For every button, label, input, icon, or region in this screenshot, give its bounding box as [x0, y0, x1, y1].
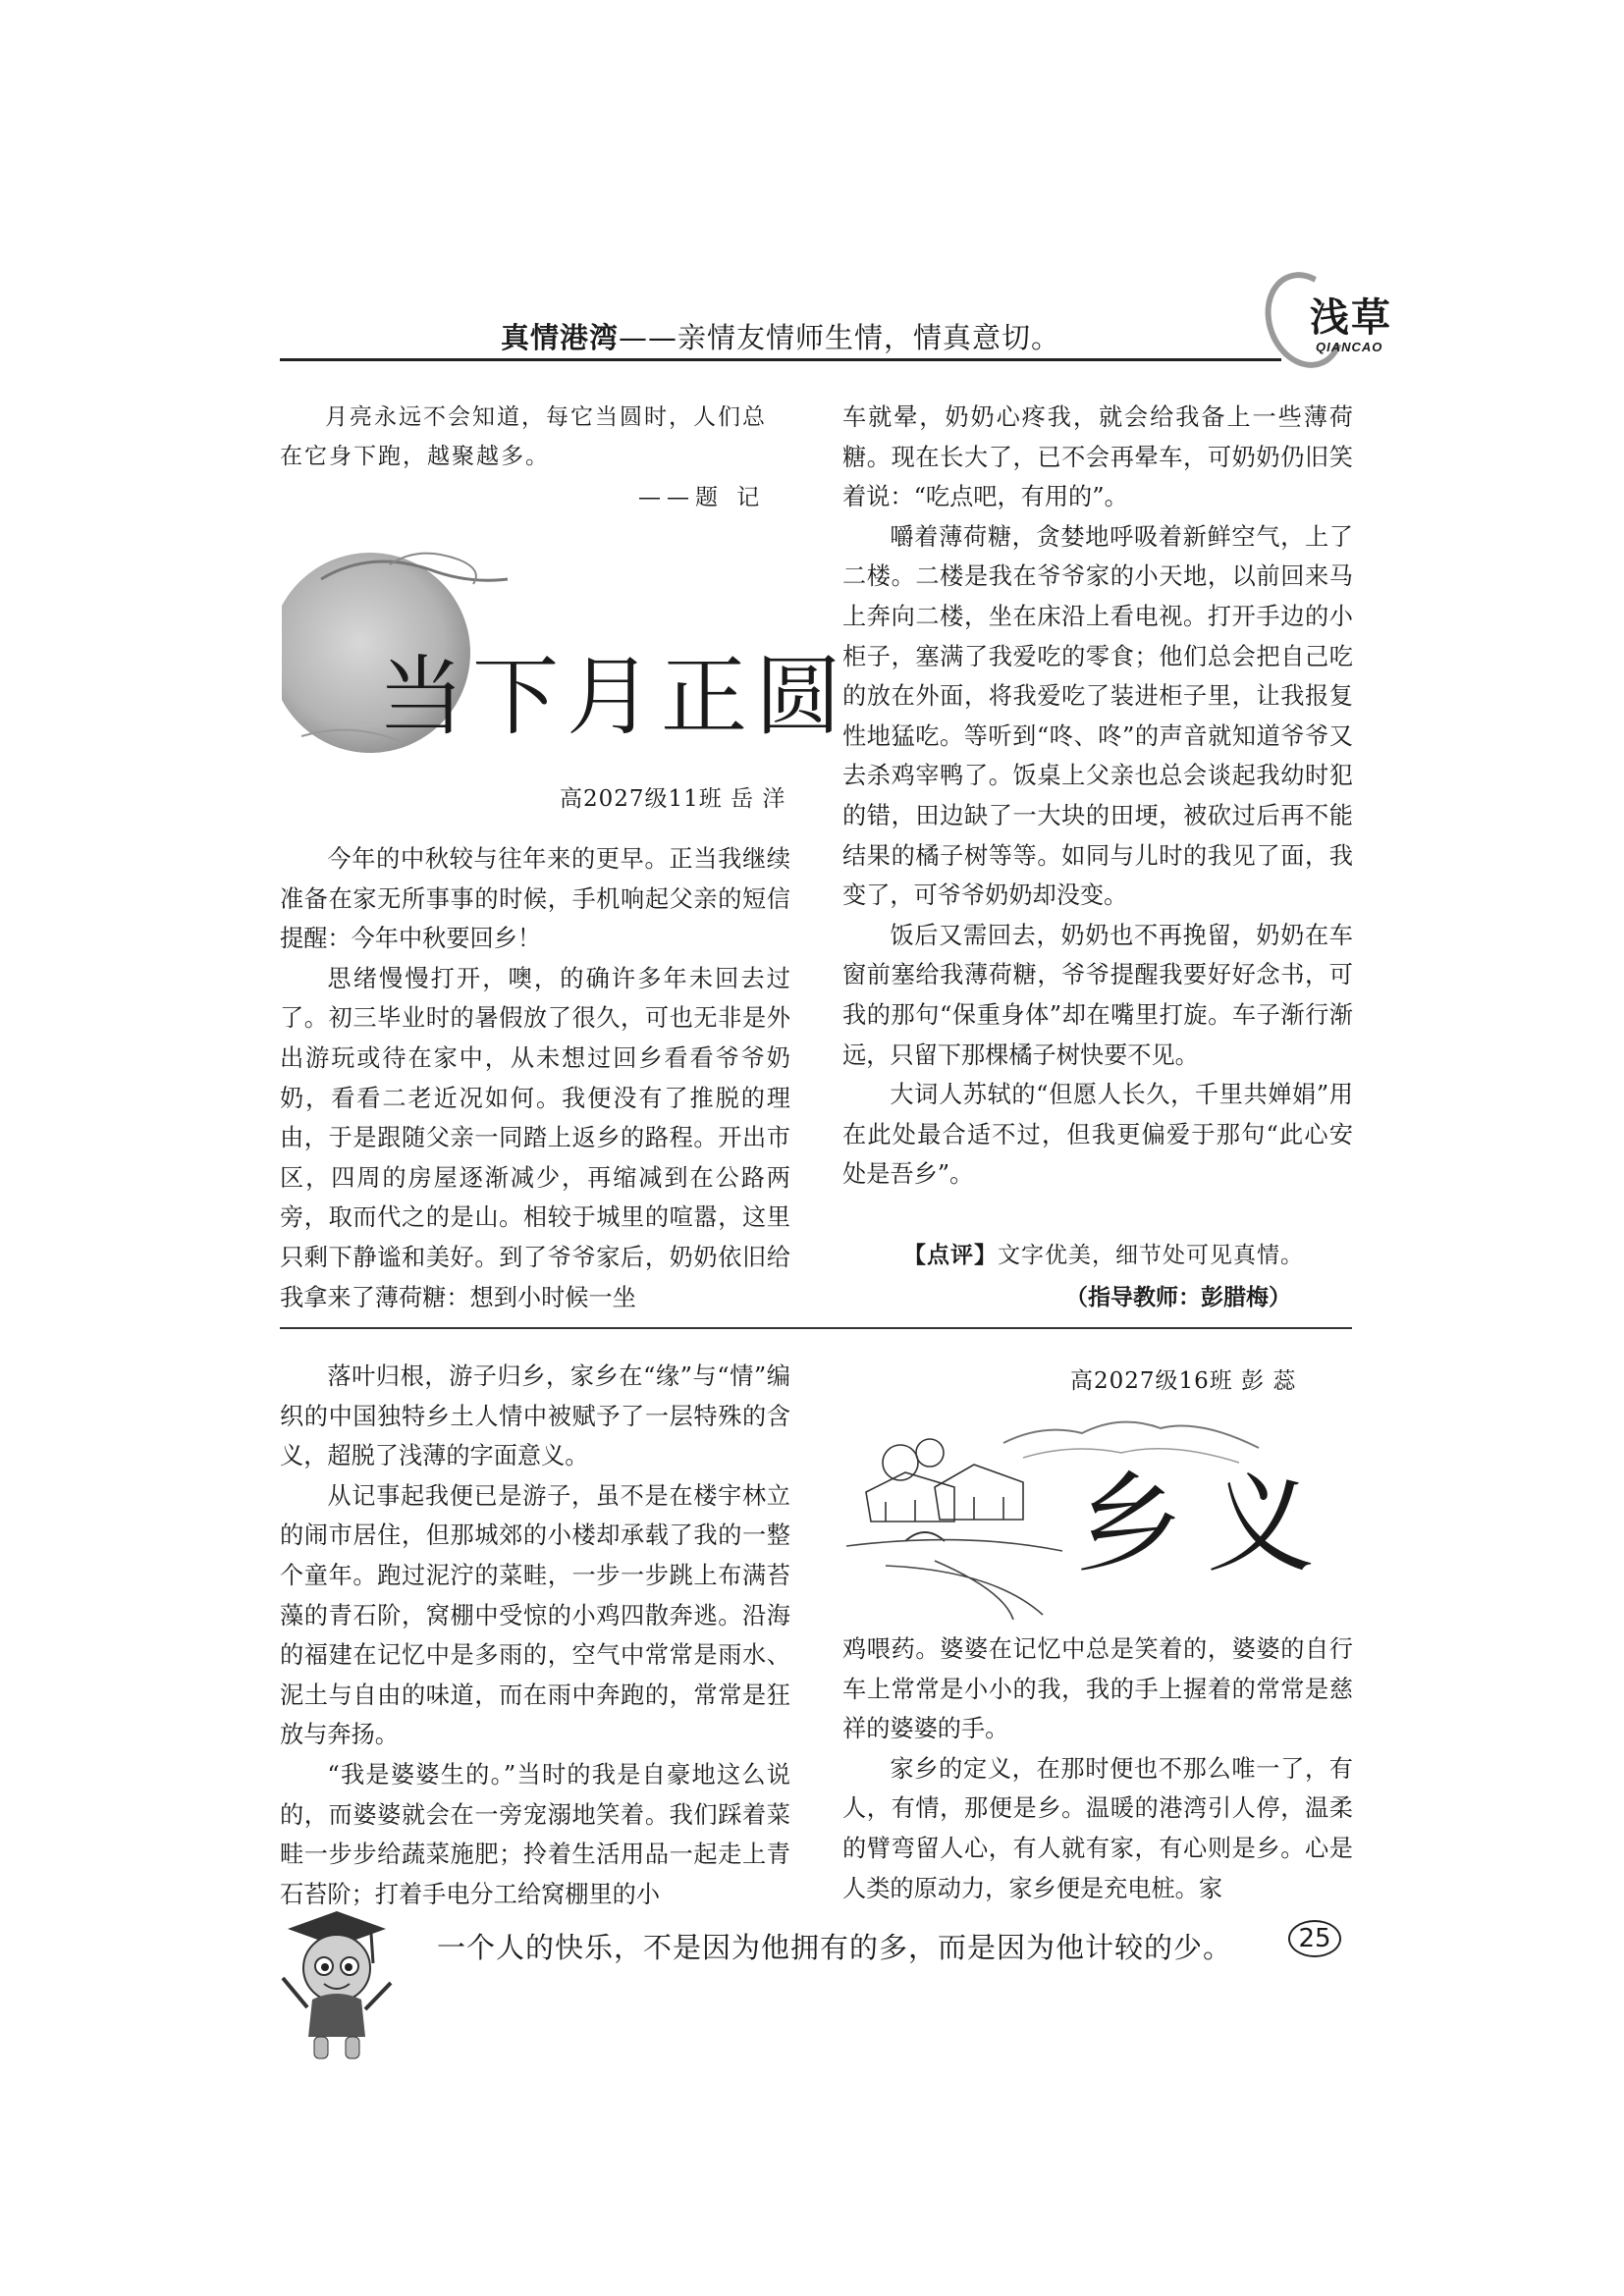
comment-text: 文字优美，细节处可见真情。	[998, 1243, 1304, 1268]
article-byline: 高2027级16班 彭 蕊	[1070, 1368, 1297, 1394]
house-cluster-icon	[866, 1439, 1023, 1522]
section-tagline: ——亲情友情师生情，情真意切。	[619, 321, 1061, 354]
river-line-icon	[846, 1540, 1062, 1620]
paragraph: 今年的中秋较与往年来的更早。正当我继续准备在家无所事事的时候，手机响起父亲的短信提醒：今年中秋要回乡！	[280, 845, 790, 953]
supervising-teacher: （指导教师：彭腊梅）	[1065, 1285, 1291, 1310]
footer-quote: 一个人的快乐，不是因为他拥有的多，而是因为他计较的少。	[437, 1931, 1233, 1964]
article-column-right	[842, 398, 1353, 1195]
paragraph: “我是婆婆生的。”当时的我是自豪地这么说的，而婆婆就会在一旁宠溺地笑着。我们踩着菜畦一步步给蔬菜施肥；拎着生活用品一起走上青石苔阶；打着手电分工给窝棚里的小	[280, 1760, 790, 1908]
paragraph: 鸡喂药。婆婆在记忆中总是笑着的，婆婆的自行车上常常是小小的我，我的手上握着的常常是慈祥的婆婆的手。	[842, 1635, 1353, 1743]
paragraph: 饭后又需回去，奶奶也不再挽留，奶奶在车窗前塞给我薄荷糖，爷爷提醒我要好好念书，可我的那句“保重身体”却在嘴里打旋。车子渐行渐远，只留下那棵橘子树快要不见。	[842, 921, 1353, 1069]
paragraph: 从记事起我便已是游子，虽不是在楼宇林立的闹市居住，但那城郊的小楼却承载了我的一整个童年。跑过泥泞的菜畦，一步一步跳上布满苔藻的青石阶，窝棚中受惊的小鸡四散奔逃。沿海的福建在记忆中是多雨的，空气中常常是雨水、泥土与自由的味道，而在雨中奔跑的，常常是狂放与奔扬。	[280, 1481, 790, 1749]
comment-label: 【点评】	[903, 1243, 998, 1268]
magazine-logo	[1267, 267, 1399, 370]
paragraph: 思绪慢慢打开，噢，的确许多年未回去过了。初三毕业时的暑假放了很久，可也无非是外出游玩或待在家中，从未想过回乡看看爷爷奶奶，看看二老近况如何。我便没有了推脱的理由，于是跟随父亲一同踏上返乡的路程。开出市区，四周的房屋逐渐减少，再缩减到在公路两旁，取而代之的是山。相较于城里的喧嚣，这里只剩下静谧和美好。到了爷爷家后，奶奶依旧给我拿来了薄荷糖：想到小时候一坐	[280, 964, 790, 1311]
paragraph: 家乡的定义，在那时便也不那么唯一了，有人，有情，那便是乡。温暖的港湾引人停，温柔的臂弯留人心，有人就有家，有心则是乡。心是人类的原动力，家乡便是充电桩。家	[842, 1754, 1353, 1902]
article-column-left	[280, 839, 790, 1317]
epigraph	[280, 398, 781, 476]
paragraph: 嚼着薄荷糖，贪婪地呼吸着新鲜空气，上了二楼。二楼是我在爷爷家的小天地，以前回来马上奔向二楼，坐在床沿上看电视。打开手边的小柜子，塞满了我爱吃的零食；他们总会把自己吃的放在外面，将我爱吃了装进柜子里，让我报复性地猛吃。等听到“咚、咚”的声音就知道爷爷又去杀鸡宰鸭了。饭桌上父亲也总会谈起我幼时犯的错，田边缺了一大块的田埂，被砍过后再不能结果的橘子树等等。如同与儿时的我见了面，我变了，可爷爷奶奶却没变。	[842, 522, 1353, 910]
logo-name-latin: QIANCAO	[1316, 340, 1383, 354]
epigraph-credit: ——题 记	[638, 485, 766, 510]
section-header	[501, 316, 1060, 356]
paragraph: 落叶归根，游子归乡，家乡在“缘”与“情”编织的中国独特乡土人情中被赋予了一层特殊的含义，超脱了浅薄的字面意义。	[280, 1362, 790, 1470]
article-divider	[280, 1327, 1352, 1329]
article-column-right	[842, 1629, 1353, 1908]
epigraph-text: 月亮永远不会知道，每它当圆时，人们总在它身下跑，越聚越多。	[280, 404, 767, 469]
paragraph: 大词人苏轼的“但愿人长久，千里共婵娟”用在此处最合适不过，但我更偏爱于那句“此心安处是吾乡”。	[842, 1081, 1353, 1189]
section-name: 真情港湾	[501, 321, 620, 354]
graduate-mascot-icon	[263, 1890, 401, 2066]
page-number: 25	[1288, 1920, 1341, 1957]
article-title: 当下月正圆	[378, 646, 850, 747]
paragraph: 车就晕，奶奶心疼我，就会给我备上一些薄荷糖。现在长大了，已不会再晕车，可奶奶仍旧笑着说：“吃点吧，有用的”。	[842, 403, 1353, 511]
article-column-left	[280, 1357, 790, 1914]
article-byline: 高2027级11班 岳 洋	[560, 786, 786, 812]
editor-comment	[903, 1237, 1304, 1269]
header-divider	[280, 358, 1281, 361]
article-title: 乡义	[1075, 1462, 1338, 1587]
logo-name: 浅草	[1310, 295, 1392, 341]
